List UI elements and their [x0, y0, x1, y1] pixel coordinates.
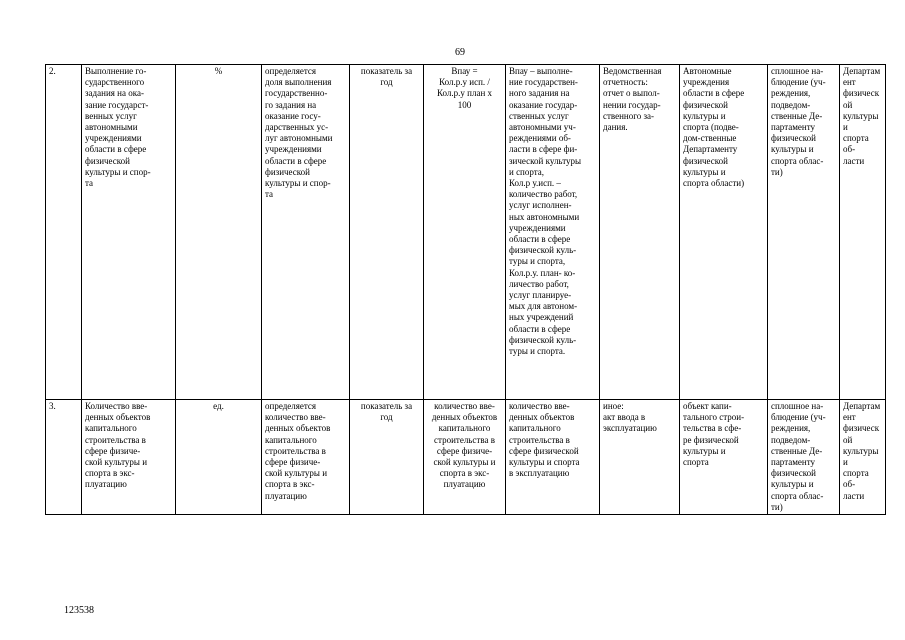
observation-unit: объект капи- тального строи- тельства в сфе- ре физической культуры и спорта [680, 400, 768, 515]
collection-method: Ведомственная отчетность: отчет о выпол- нении государ- ственного за- дания. [600, 65, 680, 400]
indicator-type: показатель за год [350, 65, 424, 400]
row-number: 3. [46, 400, 82, 515]
document-code: 123538 [64, 605, 94, 616]
indicator-definition: определяется количество вве- денных объектов капитального строительства в сфере физиче- ской культуры и спорта в экс- плуатацию [262, 400, 350, 515]
indicator-definition: определяется доля выполнения государственно- го задания на оказание госу- дарственных ус- луг автономными учреждениями области в сфере физической культуры и спор- та [262, 65, 350, 400]
page-number: 69 [455, 47, 465, 58]
indicator-type: показатель за год [350, 400, 424, 515]
indicator-name: Количество вве- денных объектов капитального строительства в сфере физиче- ской культуры и спорта в экс- плуатацию [82, 400, 176, 515]
table-row [46, 400, 886, 515]
formula: количество вве- денных объектов капитального строительства в сфере физиче- ской культуры и спорта в экс- плуатацию [424, 400, 506, 515]
table-row [46, 65, 886, 400]
basic-indicators: количество вве- денных объектов капитального строительства в сфере физической культуры и спорта в эксплуатацию [506, 400, 600, 515]
collection-method: иное: акт ввода в эксплуатацию [600, 400, 680, 515]
indicator-name: Выполнение го- сударственного задания на ока- зание государст- венных услуг автономными учреждениями области в сфере физической культуры и спор- та [82, 65, 176, 400]
unit-of-measure: % [176, 65, 262, 400]
basic-indicators: Впау – выполне- ние государствен- ного задания на оказание государ- ственных услуг автономными уч- реждениями об- ласти в сфере фи- зической культуры и спорта, Кол.р у.исп. – количество работ, услуг исполнен- ных автономными учреждениями области в сфере физической куль- туры и спорта, Кол.р.у. план- ко- личество работ, услуг планируе- мых для автоном- ных учреждений области в сфере физической куль- туры и спорта. [506, 65, 600, 400]
formula: Впау = Кол.р.у исп. / Кол.р.у план х 100 [424, 65, 506, 400]
responsible: Департамент физической культуры и спорта об- ласти [840, 400, 886, 515]
indicator-table [45, 64, 886, 515]
unit-of-measure: ед. [176, 400, 262, 515]
row-number: 2. [46, 65, 82, 400]
responsible: Департамент физической культуры и спорта об- ласти [840, 65, 886, 400]
coverage: сплошное на- блюдение (уч- реждения, подведом- ственные Де- партаменту физической культуры и спорта облас- ти) [768, 400, 840, 515]
coverage: сплошное на- блюдение (уч- реждения, подведом- ственные Де- партаменту физической культуры и спорта облас- ти) [768, 65, 840, 400]
observation-unit: Автономные учреждения области в сфере физической культуры и спорта (подве- дом-ственные Департаменту физической культуры и спорта области) [680, 65, 768, 400]
